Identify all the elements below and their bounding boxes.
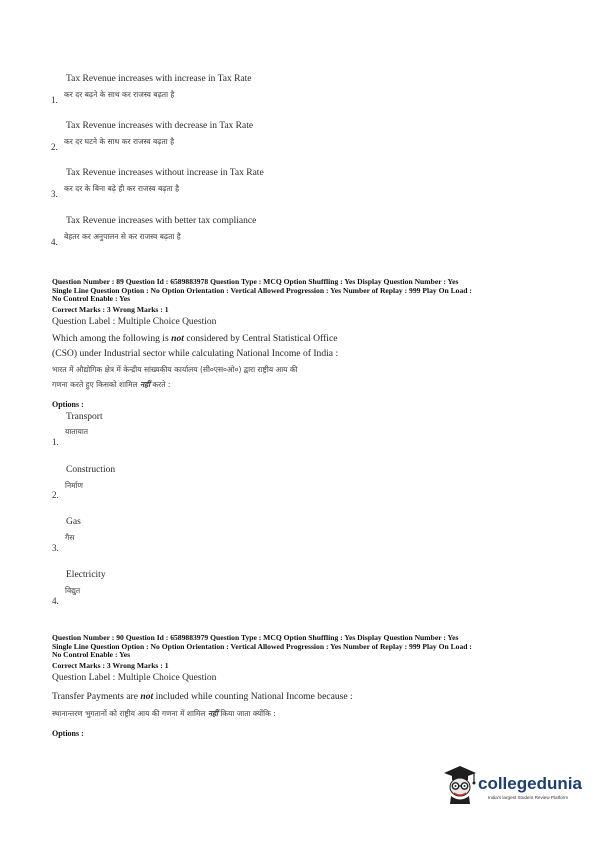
q90-text-hi-emphasis: नहीं bbox=[207, 709, 218, 718]
q89-option-4-en: Electricity bbox=[66, 570, 106, 580]
q90-meta-line1: Question Number : 90 Question Id : 6589883979 Question Type : MCQ Option Shuffling : Yes Display Question Number : Yes bbox=[52, 633, 459, 642]
q89-option-2-number: 2. bbox=[52, 490, 59, 500]
q89-text-emphasis: not bbox=[171, 333, 184, 344]
q90-meta-line3: No Control Enable : Yes bbox=[52, 650, 131, 660]
q89-options-label: Options : bbox=[52, 400, 84, 409]
q89-option-2-hi: निर्माण bbox=[65, 481, 83, 490]
logo-tagline: India's largest Student Review Platform bbox=[488, 795, 569, 800]
q89-option-3-en: Gas bbox=[66, 517, 81, 527]
q89-question-text-en-line1 bbox=[52, 333, 337, 344]
prev-option-1-hi: कर दर बढ़ने के साथ कर राजस्व बढ़ता है bbox=[64, 90, 175, 99]
q89-option-4-number: 4. bbox=[52, 596, 59, 606]
q89-text-hi-part: करते : bbox=[150, 380, 171, 389]
q90-question-text-hi bbox=[52, 709, 276, 719]
prev-option-1-en: Tax Revenue increases with increase in Tax Rate bbox=[66, 74, 252, 84]
q90-question-text-en bbox=[52, 691, 353, 702]
q89-text-part: Which among the following is bbox=[52, 333, 172, 344]
prev-option-1-number: 1. bbox=[51, 95, 58, 105]
graduate-mascot-icon bbox=[440, 762, 480, 804]
q89-option-3-number: 3. bbox=[52, 543, 59, 553]
q89-option-3-hi: गैस bbox=[65, 533, 75, 542]
prev-option-4-hi: बेहतर कर अनुपालन से कर राजस्व बढ़ता है bbox=[64, 232, 181, 241]
q89-option-1-number: 1. bbox=[52, 437, 59, 447]
prev-option-2-hi: कर दर घटने के साथ कर राजस्व बढ़ता है bbox=[64, 137, 175, 146]
prev-option-3-number: 3. bbox=[51, 189, 58, 199]
q89-option-2-en: Construction bbox=[66, 465, 116, 475]
q89-meta-line3: No Control Enable : Yes bbox=[52, 294, 131, 304]
q89-text-hi-emphasis: नहीं bbox=[139, 380, 151, 389]
q90-text-part: included while counting National Income because : bbox=[153, 691, 353, 702]
q90-text-emphasis: not bbox=[140, 691, 154, 702]
prev-option-2-en: Tax Revenue increases with decrease in Tax Rate bbox=[66, 121, 254, 131]
prev-option-3-hi: कर दर के बिना बढ़े ही कर राजस्व बढ़ता है bbox=[64, 184, 180, 193]
q90-text-hi-part: किया जाता क्योंकि : bbox=[217, 709, 276, 718]
q89-question-label: Question Label : Multiple Choice Question bbox=[52, 317, 217, 327]
q89-question-text-en-line2: (CSO) under Industrial sector while calculating National Income of India : bbox=[52, 348, 339, 359]
q89-option-1-en: Transport bbox=[66, 412, 103, 422]
prev-option-2-number: 2. bbox=[51, 142, 58, 152]
q90-options-label: Options : bbox=[52, 729, 84, 738]
q89-text-hi-part: गणना करते हुए किसको शामिल bbox=[52, 380, 140, 389]
logo-name: collegedunia bbox=[478, 774, 582, 793]
prev-option-4-en: Tax Revenue increases with better tax compliance bbox=[66, 216, 257, 226]
prev-option-3-en: Tax Revenue increases without increase in Tax Rate bbox=[66, 168, 264, 178]
q89-question-text-hi-line1: भारत में औद्योगिक क्षेत्र में केन्द्रीय सांख्यकीय कार्यालय (सी०एस०ओ०) द्वारा राष्ट्रीय आय की bbox=[52, 365, 298, 374]
collegedunia-logo bbox=[440, 762, 580, 812]
q89-meta-line1: Question Number : 89 Question Id : 6589883978 Question Type : MCQ Option Shuffling : Yes Display Question Number : Yes bbox=[52, 277, 459, 286]
q90-marks: Correct Marks : 3 Wrong Marks : 1 bbox=[52, 661, 169, 670]
q89-marks: Correct Marks : 3 Wrong Marks : 1 bbox=[52, 305, 169, 314]
q89-meta-line2: Single Line Question Option : No Option Orientation : Vertical Allowed Progression : Yes Number of Replay : 999 Play On Load : bbox=[52, 285, 472, 295]
q90-meta-line2: Single Line Question Option : No Option Orientation : Vertical Allowed Progression : Yes Number of Replay : 999 Play On Load : bbox=[52, 641, 472, 651]
q89-option-4-hi: विद्युत bbox=[65, 586, 81, 595]
q90-question-label: Question Label : Multiple Choice Question bbox=[52, 673, 217, 683]
prev-option-4-number: 4. bbox=[51, 237, 58, 247]
q89-text-part: considered by Central Statistical Office bbox=[183, 333, 338, 344]
q90-text-hi-part: स्थानान्तरण भुगतानों को राष्ट्रीय आय की गणना में शामिल bbox=[52, 709, 208, 718]
q90-text-part: Transfer Payments are bbox=[52, 691, 141, 702]
q89-question-text-hi-line2 bbox=[52, 380, 170, 390]
q89-option-1-hi: यातायात bbox=[65, 427, 89, 436]
